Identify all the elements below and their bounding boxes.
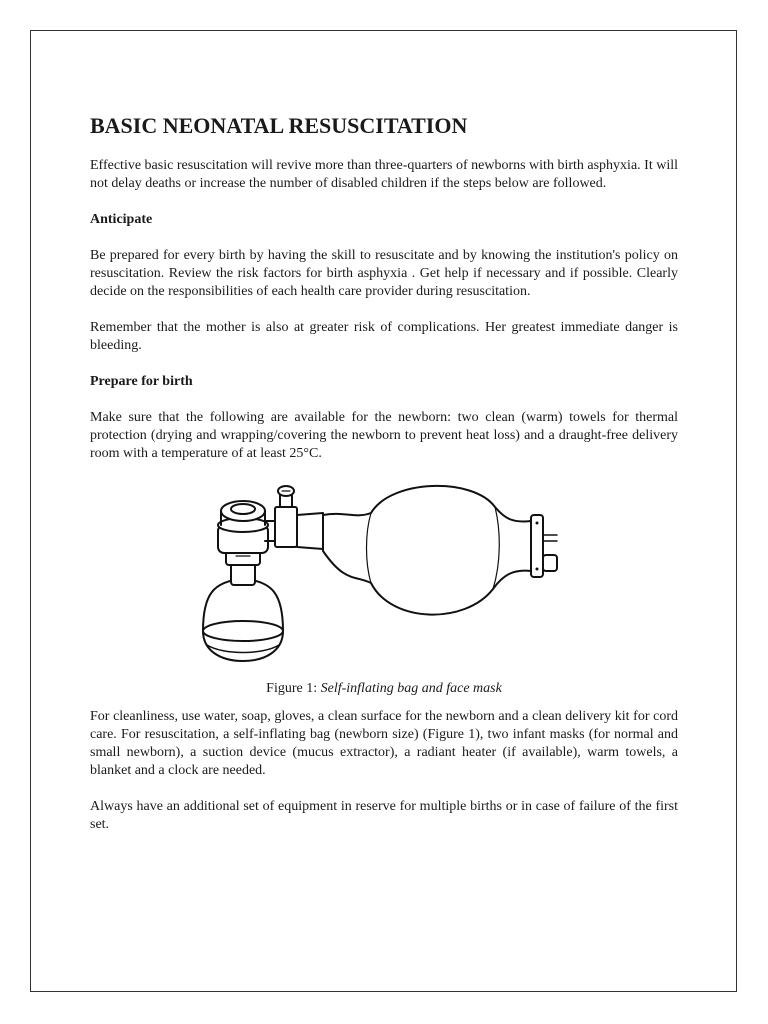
self-inflating-bag-illustration — [195, 483, 575, 668]
anticipate-paragraph-1: Be prepared for every birth by having the skill to resuscitate and by knowing the institution's policy on resuscitation. Review the risk factors for birth asphyxia . Get help if necessary and if possible. Clearly decide on the responsibilities of each health care provider during resuscitation. — [90, 248, 678, 299]
figure-1 — [90, 483, 678, 708]
document-body — [90, 110, 678, 834]
heading-prepare-for-birth: Prepare for birth — [90, 374, 193, 389]
intro-paragraph: Effective basic resuscitation will revive more than three-quarters of newborns with birth asphyxia. It will not delay deaths or increase the number of disabled children if the steps below are followed. — [90, 158, 678, 191]
figure-caption-text: Self-inflating bag and face mask — [320, 681, 502, 696]
anticipate-paragraph-2: Remember that the mother is also at greater risk of complications. Her greatest immediate danger is bleeding. — [90, 320, 678, 353]
document-title: BASIC NEONATAL RESUSCITATION — [90, 113, 468, 138]
figure-caption-label: Figure 1: — [266, 681, 321, 696]
heading-anticipate: Anticipate — [90, 212, 153, 227]
prepare-paragraph-1: Make sure that the following are available for the newborn: two clean (warm) towels for thermal protection (drying and wrapping/covering the newborn to prevent heat loss) and a draught-free delivery room with a temperature of at least 25°C. — [90, 410, 678, 461]
equipment-paragraph: For cleanliness, use water, soap, gloves, a clean surface for the newborn and a clean delivery kit for cord care. For resuscitation, a self-inflating bag (newborn size) (Figure 1), two infant masks (for normal and small newborn), a suction device (mucus extractor), a radiant heater (if available), warm towels, a blanket and a clock are needed. — [90, 709, 678, 778]
figure-1-caption — [90, 680, 678, 698]
reserve-paragraph: Always have an additional set of equipment in reserve for multiple births or in case of failure of the first set. — [90, 799, 678, 832]
